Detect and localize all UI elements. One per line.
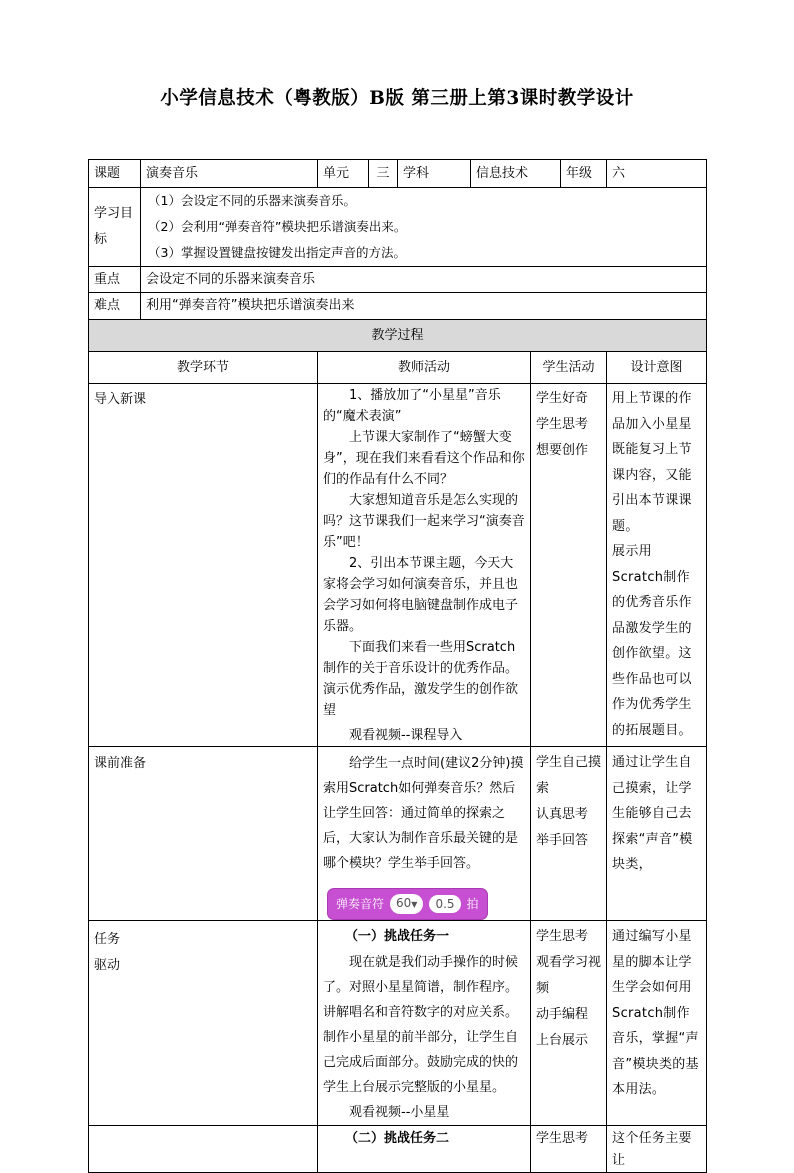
teacher-paragraph: 现在就是我们动手操作的时候了。对照小星星简谱，制作程序。讲解唱名和音符数字的对应关系。制作小星星的前半部分，让学生自己完成后面部分。鼓励完成的快的学生上台展示完整版的小星星。 bbox=[323, 955, 519, 1095]
student-activity bbox=[531, 384, 607, 747]
intent-paragraph: 展示用Scratch制作的优秀音乐作品激发学生的创作欲望。这些作品也可以作为优秀学生的拓展题目。 bbox=[612, 544, 692, 738]
topic-value: 演奏音乐 bbox=[141, 160, 318, 188]
play-note-label: 弹奏音符 bbox=[336, 897, 385, 911]
intent-paragraph: 用上节课的作品加入小星星既能复习上节课内容，又能引出本节课课题。 bbox=[612, 391, 692, 534]
goal-item: （3）掌握设置键盘按键发出指定声音的方法。 bbox=[148, 245, 406, 260]
unit-value: 三 bbox=[369, 160, 398, 188]
student-activity-item: 学生自己摸索 bbox=[536, 755, 602, 796]
stage-cell bbox=[89, 921, 318, 1126]
grade-label: 年级 bbox=[561, 160, 607, 188]
intent-paragraph: 这个任务主要让 bbox=[612, 1131, 692, 1168]
difficulty-label: 难点 bbox=[89, 293, 141, 320]
note-value: 60▼ bbox=[390, 894, 423, 914]
process-row bbox=[89, 921, 707, 1126]
teacher-paragraph: 2、引出本节课主题，今天大家将会学习如何演奏音乐，并且也会学习如何将电脑键盘制作成电子乐器。 bbox=[323, 556, 519, 634]
topic-label: 课题 bbox=[89, 160, 141, 188]
difficulty-row bbox=[89, 293, 707, 320]
stage-line: 驱动 bbox=[94, 958, 121, 973]
process-heading: 教学过程 bbox=[89, 320, 707, 352]
unit-label: 单元 bbox=[318, 160, 369, 188]
process-row bbox=[89, 747, 707, 921]
student-activity-item: 观看学习视频 bbox=[536, 955, 602, 996]
intent-paragraph: 通过让学生自己摸索，让学生能够自己去探索“声音”模块类， bbox=[612, 755, 693, 872]
focus-row bbox=[89, 267, 707, 293]
student-activity-item: 认真思考 bbox=[536, 807, 589, 822]
stage-cell: 导入新课 bbox=[89, 384, 318, 747]
teacher-activity bbox=[318, 384, 531, 747]
student-activity bbox=[531, 921, 607, 1126]
chevron-down-icon: ▼ bbox=[411, 900, 418, 909]
design-intent bbox=[607, 384, 707, 747]
beats-value: 0.5 bbox=[429, 895, 460, 913]
task-title: （二）挑战任务二 bbox=[345, 1131, 450, 1146]
stage-cell: 课前准备 bbox=[89, 747, 318, 921]
process-heading-row bbox=[89, 320, 707, 352]
teacher-paragraph: 下面我们来看一些用Scratch制作的关于音乐设计的优秀作品。演示优秀作品，激发学生的创作欲望 bbox=[323, 640, 519, 718]
teacher-activity bbox=[318, 747, 531, 921]
student-activity-item: 学生思考 bbox=[536, 929, 589, 944]
lesson-plan-table bbox=[88, 159, 707, 1173]
subject-label: 学科 bbox=[398, 160, 471, 188]
design-intent bbox=[607, 747, 707, 921]
teacher-activity bbox=[318, 921, 531, 1126]
process-row bbox=[89, 1126, 707, 1173]
column-header-row bbox=[89, 352, 707, 384]
student-activity-item: 学生思考 bbox=[536, 1131, 589, 1146]
intent-paragraph: 通过编写小星星的脚本让学生学会如何用Scratch制作音乐，掌握“声音”模块类的基本用法。 bbox=[612, 929, 699, 1097]
header-row bbox=[89, 160, 707, 188]
student-activity-item: 上台展示 bbox=[536, 1033, 589, 1048]
goals-row bbox=[89, 188, 707, 267]
difficulty-value: 利用“弹奏音符”模块把乐谱演奏出来 bbox=[141, 293, 707, 320]
teacher-paragraph: 给学生一点时间(建议2分钟)摸索用Scratch如何弹奏音乐？然后让学生回答：通过简单的探索之后，大家认为制作音乐最关键的是哪个模块？学生举手回答。 bbox=[323, 756, 524, 871]
student-activity bbox=[531, 747, 607, 921]
task-title: （一）挑战任务一 bbox=[345, 929, 450, 944]
goal-item: （2）会利用“弹奏音符”模块把乐谱演奏出来。 bbox=[148, 219, 407, 234]
goals-label: 学习目标 bbox=[89, 188, 141, 267]
design-intent bbox=[607, 1126, 707, 1173]
beats-unit: 拍 bbox=[466, 897, 479, 911]
column-header-stage: 教学环节 bbox=[89, 352, 318, 384]
student-activity-item: 动手编程 bbox=[536, 1007, 589, 1022]
column-header-intent: 设计意图 bbox=[607, 352, 707, 384]
subject-value: 信息技术 bbox=[471, 160, 561, 188]
student-activity-item: 学生好奇 bbox=[536, 391, 589, 406]
teacher-paragraph: 上节课大家制作了“螃蟹大变身”，现在我们来看看这个作品和你们的作品有什么不同？ bbox=[323, 430, 525, 487]
goal-item: （1）会设定不同的乐器来演奏音乐。 bbox=[148, 193, 356, 208]
goals-list bbox=[141, 188, 707, 267]
teacher-paragraph: 观看视频--课程导入 bbox=[349, 728, 463, 743]
student-activity-item: 想要创作 bbox=[536, 443, 589, 458]
process-row bbox=[89, 384, 707, 747]
column-header-student: 学生活动 bbox=[531, 352, 607, 384]
student-activity bbox=[531, 1126, 607, 1173]
stage-cell bbox=[89, 1126, 318, 1173]
design-intent bbox=[607, 921, 707, 1126]
teacher-paragraph: 观看视频--小星星 bbox=[349, 1105, 450, 1120]
teacher-paragraph: 大家想知道音乐是怎么实现的吗？这节课我们一起来学习“演奏音乐”吧！ bbox=[323, 493, 525, 550]
play-note-block bbox=[327, 888, 488, 920]
student-activity-item: 举手回答 bbox=[536, 833, 589, 848]
grade-value: 六 bbox=[607, 160, 707, 188]
stage-line: 任务 bbox=[94, 932, 121, 947]
document-title: 小学信息技术（粤教版）B版 第三册上第3课时教学设计 bbox=[160, 88, 634, 109]
column-header-teacher: 教师活动 bbox=[318, 352, 531, 384]
teacher-paragraph: 1、播放加了“小星星”音乐的“魔术表演” bbox=[323, 388, 501, 424]
focus-value: 会设定不同的乐器来演奏音乐 bbox=[141, 267, 707, 293]
student-activity-item: 学生思考 bbox=[536, 417, 589, 432]
focus-label: 重点 bbox=[89, 267, 141, 293]
teacher-activity bbox=[318, 1126, 531, 1173]
